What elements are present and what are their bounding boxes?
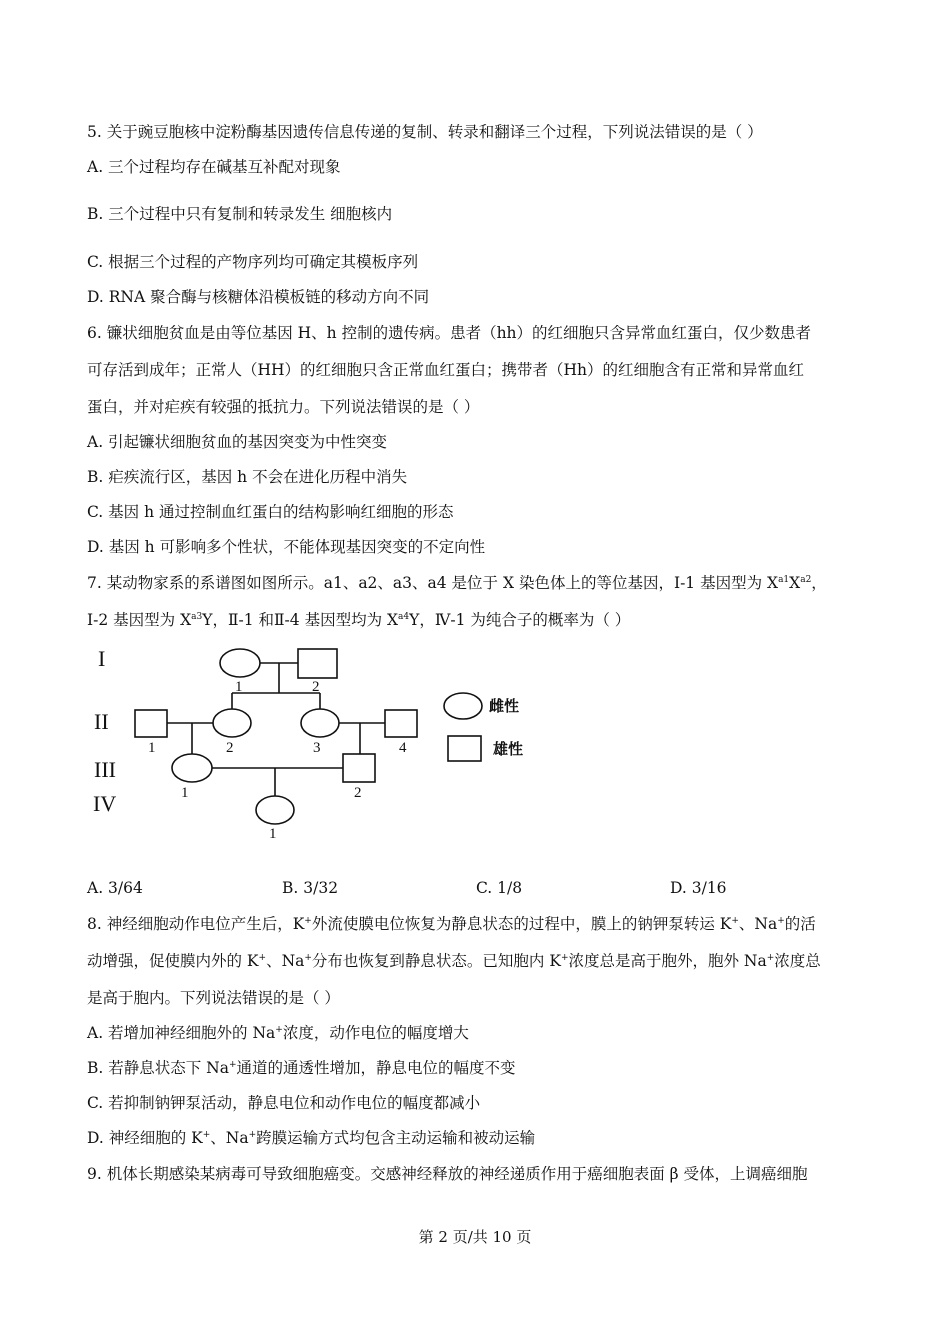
q8-option-a-text-2: 浓度，动作电位的幅度增大 <box>282 1024 469 1042</box>
q7-stem-line-1 <box>87 572 867 594</box>
q8-sup-plus-3: + <box>777 916 785 926</box>
q7-sup-a4: a4 <box>398 612 410 622</box>
legend-female-symbol <box>444 693 482 719</box>
q8-stem-text-2a: 动增强，促使膜内外的 K <box>87 952 259 970</box>
q8-stem-text-1c: 、Na <box>738 915 778 933</box>
q8-stem-text-2b: 、Na <box>266 952 305 970</box>
pedigree-iii2-number: 2 <box>354 785 362 801</box>
q5-stem: 5. 关于豌豆胞核中淀粉酶基因遗传信息传递的复制、转录和翻译三个过程，下列说法错误的是（ ） <box>87 123 763 141</box>
q8-option-b-text-2: 通道的通透性增加，静息电位的幅度不变 <box>236 1059 516 1077</box>
q7-option-b: B. 3/32 <box>282 879 339 897</box>
q8-sup-plus-7: + <box>766 953 775 963</box>
q8-stem-text-2c: 分布也恢复到静息状态。已知胞内 K <box>311 952 561 970</box>
q7-stem-text-1a: 7. 某动物家系的系谱图如图所示。a1、a2、a3、a4 是位于 X 染色体上的等位基因，Ⅰ-1 基因型为 X <box>87 574 779 592</box>
q7-stem-text-2b: Y，Ⅱ-1 和Ⅱ-4 基因型均为 X <box>202 611 399 629</box>
q8-stem-line-1 <box>87 913 867 935</box>
q8-sup-plus-2: + <box>731 916 739 926</box>
pedigree-i2-male <box>298 649 337 678</box>
pedigree-iii2-male <box>343 754 375 782</box>
q7-stem-text-1b: ， <box>811 574 827 592</box>
pedigree-gen-2-label: II <box>94 709 109 734</box>
q8-option-a <box>87 1022 867 1044</box>
pedigree-iv1-female <box>256 796 294 824</box>
q8-sup-plus-4: + <box>258 953 267 963</box>
q9-stem-line-1: 9. 机体长期感染某病毒可导致细胞癌变。交感神经释放的神经递质作用于癌细胞表面 β 受体，上调癌细胞 <box>87 1165 808 1183</box>
q8-option-b-text-1: B. 若静息状态下 Na <box>87 1059 229 1077</box>
legend-male-symbol <box>448 736 481 761</box>
pedigree-ii2-number: 2 <box>226 740 234 756</box>
q6-stem-line-2: 可存活到成年；正常人（HH）的红细胞只含正常血红蛋白；携带者（Hh）的红细胞含有正常和异常血红 <box>87 361 805 379</box>
q7-sup-a3: a3 <box>191 612 203 622</box>
pedigree-iv1-number: 1 <box>269 826 277 842</box>
q7-stem-line-2 <box>87 609 867 631</box>
pedigree-ii2-female <box>213 709 251 737</box>
q8-option-c: C. 若抑制钠钾泵活动，静息电位和动作电位的幅度都减小 <box>87 1094 481 1112</box>
pedigree-ii3-female <box>301 709 339 737</box>
q8-sup-plus-10: + <box>202 1130 211 1140</box>
q8-sup-plus-9: + <box>228 1060 237 1070</box>
q8-option-d-text-2: 、Na <box>210 1129 249 1147</box>
q8-sup-plus-6: + <box>560 953 569 963</box>
legend-female-label: 雌性 <box>489 697 520 715</box>
q8-stem-line-2 <box>87 950 867 972</box>
q7-stem-text-2a: Ⅰ-2 基因型为 X <box>87 611 192 629</box>
q5-option-a: A. 三个过程均存在碱基互补配对现象 <box>87 158 341 176</box>
pedigree-gen-1-label: I <box>98 646 106 671</box>
q6-option-c: C. 基因 h 通过控制血红蛋白的结构影响红细胞的形态 <box>87 503 454 521</box>
pedigree-ii4-number: 4 <box>399 740 407 756</box>
q6-option-d: D. 基因 h 可影响多个性状，不能体现基因突变的不定向性 <box>87 538 486 556</box>
q8-stem-line-3: 是高于胞内。下列说法错误的是（ ） <box>87 989 340 1007</box>
q5-option-d: D. RNA 聚合酶与核糖体沿模板链的移动方向不同 <box>87 288 430 306</box>
q5-option-b: B. 三个过程中只有复制和转录发生 细胞核内 <box>87 205 393 223</box>
q8-stem-text-2e: 浓度总 <box>774 952 821 970</box>
q8-sup-plus-11: + <box>248 1130 257 1140</box>
q6-stem-line-3: 蛋白，并对疟疾有较强的抵抗力。下列说法错误的是（ ） <box>87 398 480 416</box>
q6-option-b: B. 疟疾流行区，基因 h 不会在进化历程中消失 <box>87 468 408 486</box>
page-footer: 第 2 页/共 10 页 <box>418 1228 532 1246</box>
pedigree-i2-number: 2 <box>312 679 320 695</box>
q8-stem-text-1d: 的活 <box>784 915 816 933</box>
pedigree-ii1-male <box>135 710 167 737</box>
pedigree-gen-4-label: IV <box>93 791 117 816</box>
pedigree-i1-female <box>220 649 260 677</box>
q8-sup-plus-1: + <box>304 916 312 926</box>
pedigree-i1-number: 1 <box>235 679 243 695</box>
pedigree-ii3-number: 3 <box>313 740 321 756</box>
q6-option-a: A. 引起镰状细胞贫血的基因突变为中性突变 <box>87 433 388 451</box>
pedigree-ii4-male <box>385 710 417 737</box>
q8-option-d-text-1: D. 神经细胞的 K <box>87 1129 203 1147</box>
q8-stem-text-1b: 外流使膜电位恢复为静息状态的过程中，膜上的钠钾泵转运 K <box>311 915 732 933</box>
q7-x-mid: X <box>789 574 801 592</box>
pedigree-ii1-number: 1 <box>148 740 156 756</box>
q8-option-d <box>87 1127 867 1149</box>
pedigree-iii1-female <box>172 754 212 782</box>
q8-stem-text-2d: 浓度总是高于胞外，胞外 Na <box>568 952 767 970</box>
q8-sup-plus-8: + <box>275 1025 283 1035</box>
q8-option-b <box>87 1057 867 1079</box>
q7-stem-text-2c: Y，Ⅳ-1 为纯合子的概率为（ ） <box>409 611 631 629</box>
q8-sup-plus-5: + <box>304 953 312 963</box>
q7-option-c: C. 1/8 <box>476 879 523 897</box>
legend-male-label: 雄性 <box>493 740 524 758</box>
q7-sup-a1: a1 <box>778 575 790 585</box>
pedigree-diagram <box>87 640 547 850</box>
q8-option-d-text-3: 跨膜运输方式均包含主动运输和被动运输 <box>256 1129 536 1147</box>
q8-option-a-text-1: A. 若增加神经细胞外的 Na <box>87 1024 276 1042</box>
pedigree-iii1-number: 1 <box>181 785 189 801</box>
q5-option-c: C. 根据三个过程的产物序列均可确定其模板序列 <box>87 253 419 271</box>
q7-sup-a2: a2 <box>800 575 812 585</box>
pedigree-gen-3-label: III <box>94 757 116 782</box>
q7-option-a: A. 3/64 <box>87 879 143 897</box>
q6-stem-line-1: 6. 镰状细胞贫血是由等位基因 H、h 控制的遗传病。患者（hh）的红细胞只含异常血红蛋白，仅少数患者 <box>87 324 812 342</box>
q7-option-d: D. 3/16 <box>670 879 727 897</box>
q8-stem-text-1a: 8. 神经细胞动作电位产生后，K <box>87 915 305 933</box>
